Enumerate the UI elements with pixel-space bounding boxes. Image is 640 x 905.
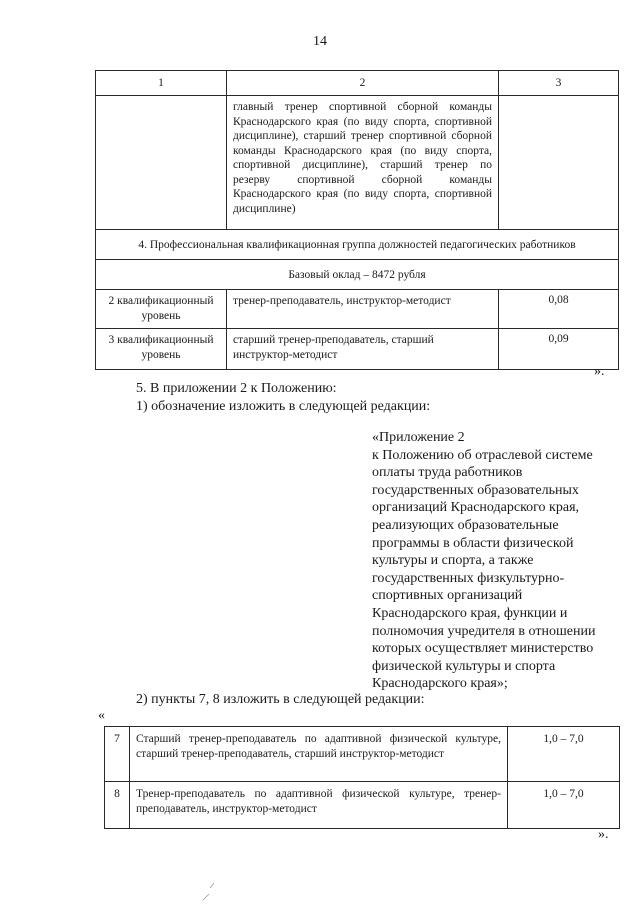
positions-cell: главный тренер спортивной сборной команды Краснодарского края (по виду спорта, спортивной дисциплине), старший тренер спортивной сборной команды Краснодарского края (по виду спорта, спортивной дисциплине), старший тренер по резерву спортивной сборной команды Краснодарского края (по виду спорта, спортивной дисциплине) (227, 96, 499, 230)
appendix-line: которых осуществляет министерство (372, 641, 594, 657)
header-cell-2: 2 (227, 71, 499, 96)
page-number: 14 (313, 34, 327, 49)
appendix-line: оплаты труда работников (372, 465, 523, 481)
qualification-table (95, 70, 619, 370)
table-row (105, 727, 620, 782)
appendix-line: реализующих образовательные (372, 517, 559, 533)
position-text: Старший тренер-преподаватель по адаптивной физической культуре, старший тренер-преподаватель, старший инструктор-методист (130, 727, 508, 782)
row-number: 7 (105, 727, 130, 782)
group-title-row (96, 230, 619, 260)
appendix-line: организаций Краснодарского края, (372, 500, 580, 516)
points-table (104, 726, 620, 829)
coefficient-cell: 0,08 (499, 290, 619, 329)
base-salary-row (96, 260, 619, 290)
item-5: 5. В приложении 2 к Положению: (136, 381, 337, 396)
item-5-1: 1) обозначение изложить в следующей редакции: (136, 399, 431, 414)
appendix-line: «Приложение 2 (372, 430, 465, 445)
table-header-row (96, 71, 619, 96)
coefficient-range: 1,0 – 7,0 (508, 782, 620, 829)
appendix-line: программы в области физической (372, 535, 574, 551)
appendix-line: к Положению об отраслевой системе (372, 447, 593, 463)
appendix-line: государственных образовательных (372, 482, 579, 498)
pencil-mark-icon (200, 880, 220, 902)
item-5-2: 2) пункты 7, 8 изложить в следующей редакции: (136, 692, 425, 707)
table-row (105, 782, 620, 829)
positions-cell: старший тренер-преподаватель, старший инструктор-методист (227, 329, 499, 370)
coefficient-range: 1,0 – 7,0 (508, 727, 620, 782)
closing-quote: ». (594, 364, 605, 379)
table-row (96, 96, 619, 230)
empty-cell (96, 96, 227, 230)
appendix-line: полномочия учредителя в отношении (372, 623, 596, 639)
positions-cell: тренер-преподаватель, инструктор-методист (227, 290, 499, 329)
base-salary: Базовый оклад – 8472 рубля (96, 260, 619, 290)
row-number: 8 (105, 782, 130, 829)
appendix-line: физической культуры и спорта (372, 658, 556, 674)
coefficient-cell: 0,09 (499, 329, 619, 370)
table-row (96, 329, 619, 370)
closing-quote: ». (598, 827, 609, 842)
appendix-line: Краснодарского края»; (372, 676, 508, 692)
header-cell-3: 3 (499, 71, 619, 96)
level-cell: 3 квалификационный уровень (96, 329, 227, 370)
opening-quote: « (98, 708, 105, 723)
position-text: Тренер-преподаватель по адаптивной физической культуре, тренер-преподаватель, инструктор-методист (130, 782, 508, 829)
appendix-header (372, 429, 624, 693)
appendix-line: государственных физкультурно- (372, 570, 565, 586)
header-cell-1: 1 (96, 71, 227, 96)
group-title: 4. Профессиональная квалификационная группа должностей педагогических работников (96, 230, 619, 260)
table-row (96, 290, 619, 329)
empty-cell (499, 96, 619, 230)
level-cell: 2 квалификационный уровень (96, 290, 227, 329)
appendix-line: культуры и спорта, а также (372, 553, 534, 569)
appendix-line: Краснодарского края, функции и (372, 605, 568, 621)
appendix-line: спортивных организаций (372, 588, 523, 604)
